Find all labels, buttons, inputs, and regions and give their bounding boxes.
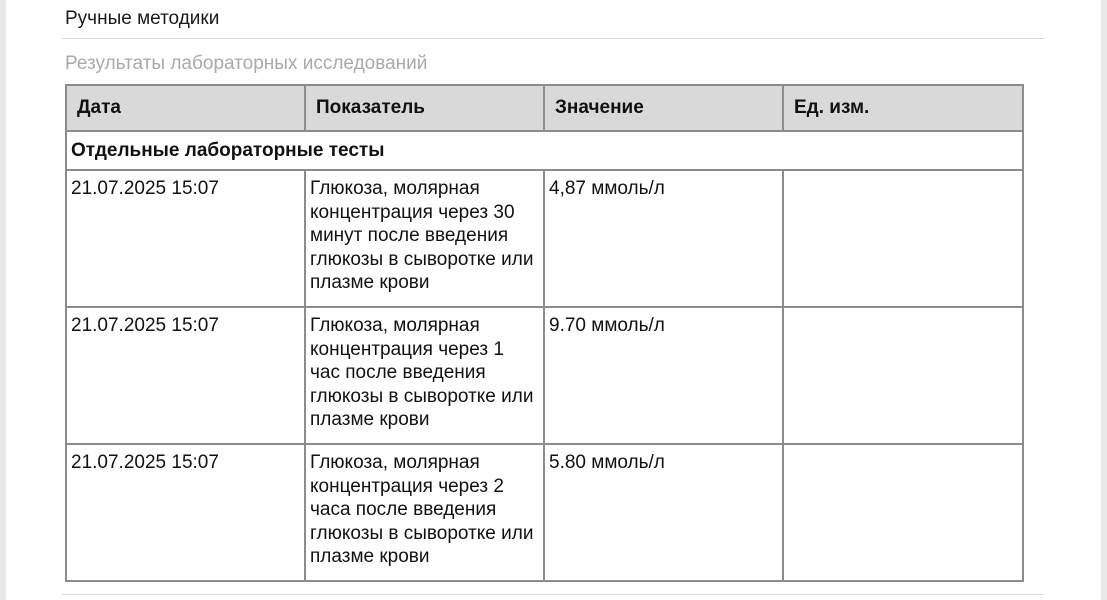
document-page <box>6 0 1101 600</box>
bottom-divider <box>62 594 1044 595</box>
cell-value: 5.80 ммоль/л <box>544 444 783 581</box>
cell-unit <box>783 307 1023 444</box>
section-title: Ручные методики <box>65 8 220 29</box>
section-divider <box>62 38 1044 39</box>
cell-indicator: Глюкоза, молярная концентрация через 30 минут после введения глюкозы в сыворотке или плазме крови <box>305 170 544 307</box>
table-row <box>66 307 1023 444</box>
cell-value: 4,87 ммоль/л <box>544 170 783 307</box>
cell-indicator: Глюкоза, молярная концентрация через 2 часа после введения глюкозы в сыворотке или плазме крови <box>305 444 544 581</box>
header-unit: Ед. изм. <box>783 85 1023 131</box>
table-header-row <box>66 85 1023 131</box>
cell-value: 9.70 ммоль/л <box>544 307 783 444</box>
header-date: Дата <box>66 85 305 131</box>
table-row <box>66 444 1023 581</box>
cell-unit <box>783 170 1023 307</box>
cell-date: 21.07.2025 15:07 <box>66 444 305 581</box>
header-value: Значение <box>544 85 783 131</box>
table-row <box>66 170 1023 307</box>
subsection-title: Результаты лабораторных исследований <box>65 53 428 74</box>
cell-date: 21.07.2025 15:07 <box>66 307 305 444</box>
cell-unit <box>783 444 1023 581</box>
header-indicator: Показатель <box>305 85 544 131</box>
cell-indicator: Глюкоза, молярная концентрация через 1 час после введения глюкозы в сыворотке или плазме крови <box>305 307 544 444</box>
lab-results-table <box>65 84 1024 582</box>
group-label: Отдельные лабораторные тесты <box>66 131 1023 170</box>
group-row <box>66 131 1023 170</box>
cell-date: 21.07.2025 15:07 <box>66 170 305 307</box>
